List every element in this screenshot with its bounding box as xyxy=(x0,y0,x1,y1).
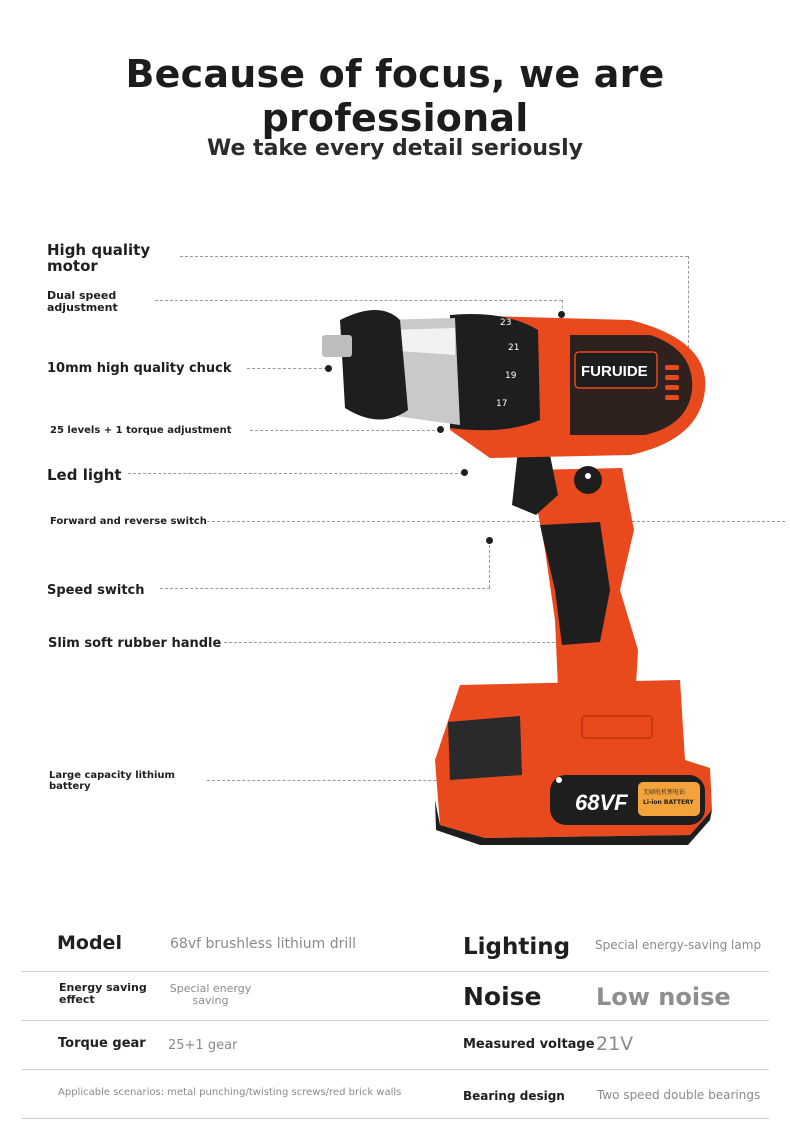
svg-text:21: 21 xyxy=(508,343,520,353)
reverse-switch xyxy=(574,466,602,494)
page-title: Because of focus, we are professional xyxy=(125,52,665,140)
feature-battery-label: Large capacity lithium battery xyxy=(49,770,175,792)
battery-indicator xyxy=(556,777,562,783)
spec-divider-4 xyxy=(22,1118,769,1119)
feature-motor-label: High quality motor xyxy=(47,241,151,275)
page-subtitle: We take every detail seriously xyxy=(206,136,583,161)
spec-voltage-label: Measured voltage xyxy=(463,1037,595,1052)
spec-divider-3 xyxy=(22,1069,769,1070)
battery-cn-text: 无刷电机锂电钻 xyxy=(643,789,686,796)
motor-leader-line xyxy=(180,256,688,257)
torque-collar xyxy=(450,314,540,430)
svg-text:23: 23 xyxy=(500,318,512,328)
battery-en-text: Li-ion BATTERY xyxy=(643,799,694,806)
feature-torque-label: 25 levels + 1 torque adjustment xyxy=(50,425,232,436)
spec-voltage-value: 21V xyxy=(596,1033,634,1055)
spec-energy-label: Energy saving effect xyxy=(59,981,147,1006)
spec-lighting-label: Lighting xyxy=(463,934,571,960)
drill-illustration xyxy=(300,290,720,850)
chuck-jaw xyxy=(340,310,408,420)
spec-scenarios: Applicable scenarios: metal punching/twisting screws/red brick walls xyxy=(58,1087,402,1098)
spec-lighting-value: Special energy-saving lamp xyxy=(595,938,762,952)
spec-noise-label: Noise xyxy=(463,982,542,1011)
feature-reverse-switch-label: Forward and reverse switch xyxy=(50,516,207,527)
feature-dual-speed-label: Dual speed adjustment xyxy=(47,289,118,314)
spec-noise-value: Low noise xyxy=(596,983,731,1011)
feature-handle-label: Slim soft rubber handle xyxy=(48,636,222,651)
battery-model-text: 68VF xyxy=(575,790,628,815)
spec-torque-label: Torque gear xyxy=(58,1036,146,1051)
spec-divider-2 xyxy=(22,1020,769,1021)
svg-text:19: 19 xyxy=(505,371,517,381)
drill-bit xyxy=(322,335,352,357)
spec-energy-value: Special energy saving xyxy=(169,982,252,1007)
battery-release-latch xyxy=(448,716,522,780)
spec-divider-1 xyxy=(22,971,769,972)
spec-model-value: 68vf brushless lithium drill xyxy=(170,936,357,952)
brand-logo-text: FURUIDE xyxy=(581,363,648,380)
svg-text:17: 17 xyxy=(496,399,508,409)
led-light xyxy=(585,473,591,479)
spec-model-label: Model xyxy=(57,932,122,954)
feature-led-label: Led light xyxy=(47,466,122,484)
spec-torque-value: 25+1 gear xyxy=(168,1038,238,1053)
feature-speed-switch-label: Speed switch xyxy=(47,583,145,598)
feature-chuck-label: 10mm high quality chuck xyxy=(47,361,232,376)
spec-bearing-value: Two speed double bearings xyxy=(597,1088,761,1102)
spec-bearing-label: Bearing design xyxy=(463,1089,565,1103)
